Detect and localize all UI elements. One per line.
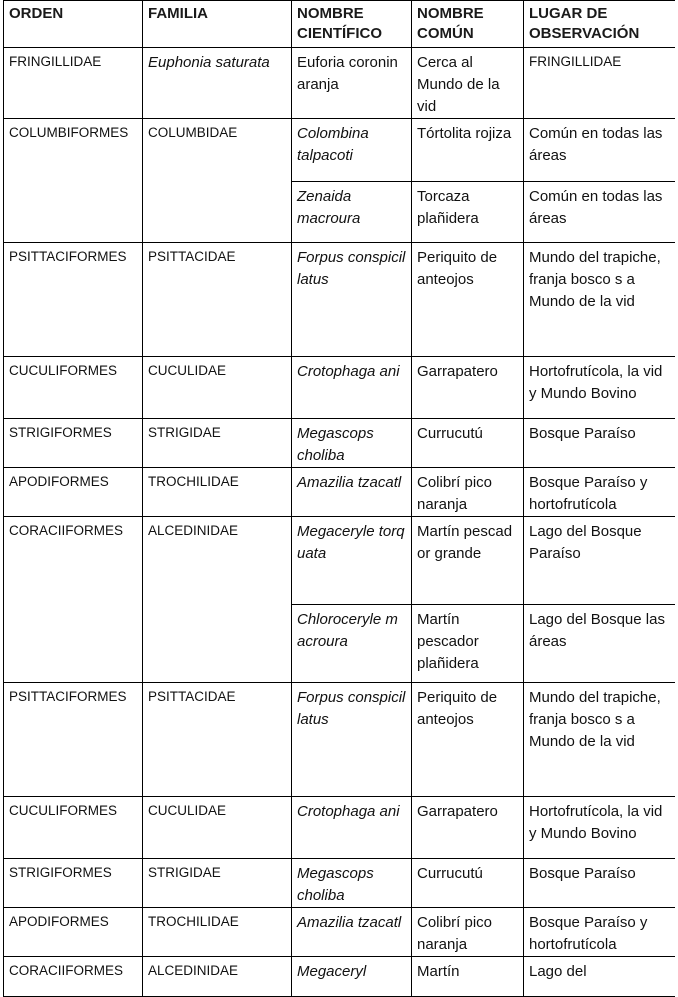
cell-orden: APODIFORMES: [4, 908, 143, 957]
table-row: [4, 119, 676, 182]
cell-lugar: Hortofrutícola, la vid y Mundo Bovino: [524, 357, 676, 419]
cell-lugar: FRINGILLIDAE: [524, 48, 676, 119]
cell-orden: STRIGIFORMES: [4, 419, 143, 468]
cell-lugar: Bosque Paraíso y hortofrutícola: [524, 908, 676, 957]
cell-familia: STRIGIDAE: [143, 859, 292, 908]
cell-lugar: Lago del Bosque las áreas: [524, 605, 676, 683]
cell-lugar: Lago del Bosque Paraíso: [524, 517, 676, 605]
cell-comun: Garrapatero: [412, 797, 524, 859]
cell-familia: CUCULIDAE: [143, 357, 292, 419]
cell-lugar: Mundo del trapiche, franja bosco s a Mundo de la vid: [524, 243, 676, 357]
cell-orden: CUCULIFORMES: [4, 357, 143, 419]
cell-orden: PSITTACIFORMES: [4, 683, 143, 797]
cell-familia: Euphonia saturata: [143, 48, 292, 119]
header-familia: FAMILIA: [143, 1, 292, 48]
cell-cientifico: Megaceryl: [292, 957, 412, 997]
table-row: [4, 683, 676, 797]
table-row: [4, 243, 676, 357]
cell-lugar: Hortofrutícola, la vid y Mundo Bovino: [524, 797, 676, 859]
cell-lugar: Lago del: [524, 957, 676, 997]
cell-cientifico: Chloroceryle macroura: [292, 605, 412, 683]
cell-cientifico: Forpus conspicillatus: [292, 243, 412, 357]
header-nombre-cientifico: NOMBRE CIENTÍFICO: [292, 1, 412, 48]
cell-orden: APODIFORMES: [4, 468, 143, 517]
cell-familia: ALCEDINIDAE: [143, 957, 292, 997]
cell-comun: Colibrí pico naranja: [412, 908, 524, 957]
cell-cientifico: Colombina talpacoti: [292, 119, 412, 182]
cell-lugar: Bosque Paraíso y hortofrutícola: [524, 468, 676, 517]
header-row: [4, 1, 676, 48]
cell-cientifico: Megascops choliba: [292, 859, 412, 908]
cell-comun: Martín pescador grande: [412, 517, 524, 605]
cell-orden: COLUMBIFORMES: [4, 119, 143, 243]
cell-familia: COLUMBIDAE: [143, 119, 292, 243]
cell-cientifico: Euforia coroninaranja: [292, 48, 412, 119]
cell-comun: Martín pescador plañidera: [412, 605, 524, 683]
bird-species-table-page: [3, 0, 675, 997]
cell-orden: PSITTACIFORMES: [4, 243, 143, 357]
cell-orden: CORACIIFORMES: [4, 517, 143, 683]
cell-cientifico: Amazilia tzacatl: [292, 908, 412, 957]
cell-cientifico: Amazilia tzacatl: [292, 468, 412, 517]
cell-familia: TROCHILIDAE: [143, 468, 292, 517]
cell-lugar: Bosque Paraíso: [524, 419, 676, 468]
table-row: [4, 797, 676, 859]
table-row: [4, 908, 676, 957]
cell-lugar: Común en todas las áreas: [524, 182, 676, 243]
cell-comun: Torcaza plañidera: [412, 182, 524, 243]
table-row: [4, 517, 676, 605]
cell-comun: Currucutú: [412, 859, 524, 908]
table-row: [4, 957, 676, 997]
cell-cientifico: Zenaida macroura: [292, 182, 412, 243]
cell-comun: Currucutú: [412, 419, 524, 468]
header-lugar-observacion: LUGAR DE OBSERVACIÓN: [524, 1, 676, 48]
cell-familia: TROCHILIDAE: [143, 908, 292, 957]
cell-comun: Colibrí pico naranja: [412, 468, 524, 517]
cell-comun: Cerca al Mundo de la vid: [412, 48, 524, 119]
table-row: [4, 859, 676, 908]
cell-comun: Periquito de anteojos: [412, 683, 524, 797]
cell-cientifico: Crotophaga ani: [292, 797, 412, 859]
table-row: [4, 48, 676, 119]
cell-familia: PSITTACIDAE: [143, 683, 292, 797]
cell-cientifico: Crotophaga ani: [292, 357, 412, 419]
header-orden: ORDEN: [4, 1, 143, 48]
table-row: [4, 357, 676, 419]
bird-species-table: [3, 0, 675, 997]
header-nombre-comun: NOMBRE COMÚN: [412, 1, 524, 48]
cell-comun: Periquito de anteojos: [412, 243, 524, 357]
cell-cientifico: Megaceryle torquata: [292, 517, 412, 605]
cell-orden: CORACIIFORMES: [4, 957, 143, 997]
cell-comun: Tórtolita rojiza: [412, 119, 524, 182]
cell-comun: Garrapatero: [412, 357, 524, 419]
cell-cientifico: Forpus conspicillatus: [292, 683, 412, 797]
cell-comun: Martín: [412, 957, 524, 997]
cell-familia: ALCEDINIDAE: [143, 517, 292, 683]
table-row: [4, 468, 676, 517]
cell-orden: CUCULIFORMES: [4, 797, 143, 859]
cell-lugar: Mundo del trapiche, franja bosco s a Mundo de la vid: [524, 683, 676, 797]
cell-familia: PSITTACIDAE: [143, 243, 292, 357]
cell-cientifico: Megascops choliba: [292, 419, 412, 468]
cell-familia: STRIGIDAE: [143, 419, 292, 468]
cell-orden: FRINGILLIDAE: [4, 48, 143, 119]
cell-lugar: Bosque Paraíso: [524, 859, 676, 908]
table-row: [4, 419, 676, 468]
cell-familia: CUCULIDAE: [143, 797, 292, 859]
cell-orden: STRIGIFORMES: [4, 859, 143, 908]
cell-lugar: Común en todas las áreas: [524, 119, 676, 182]
